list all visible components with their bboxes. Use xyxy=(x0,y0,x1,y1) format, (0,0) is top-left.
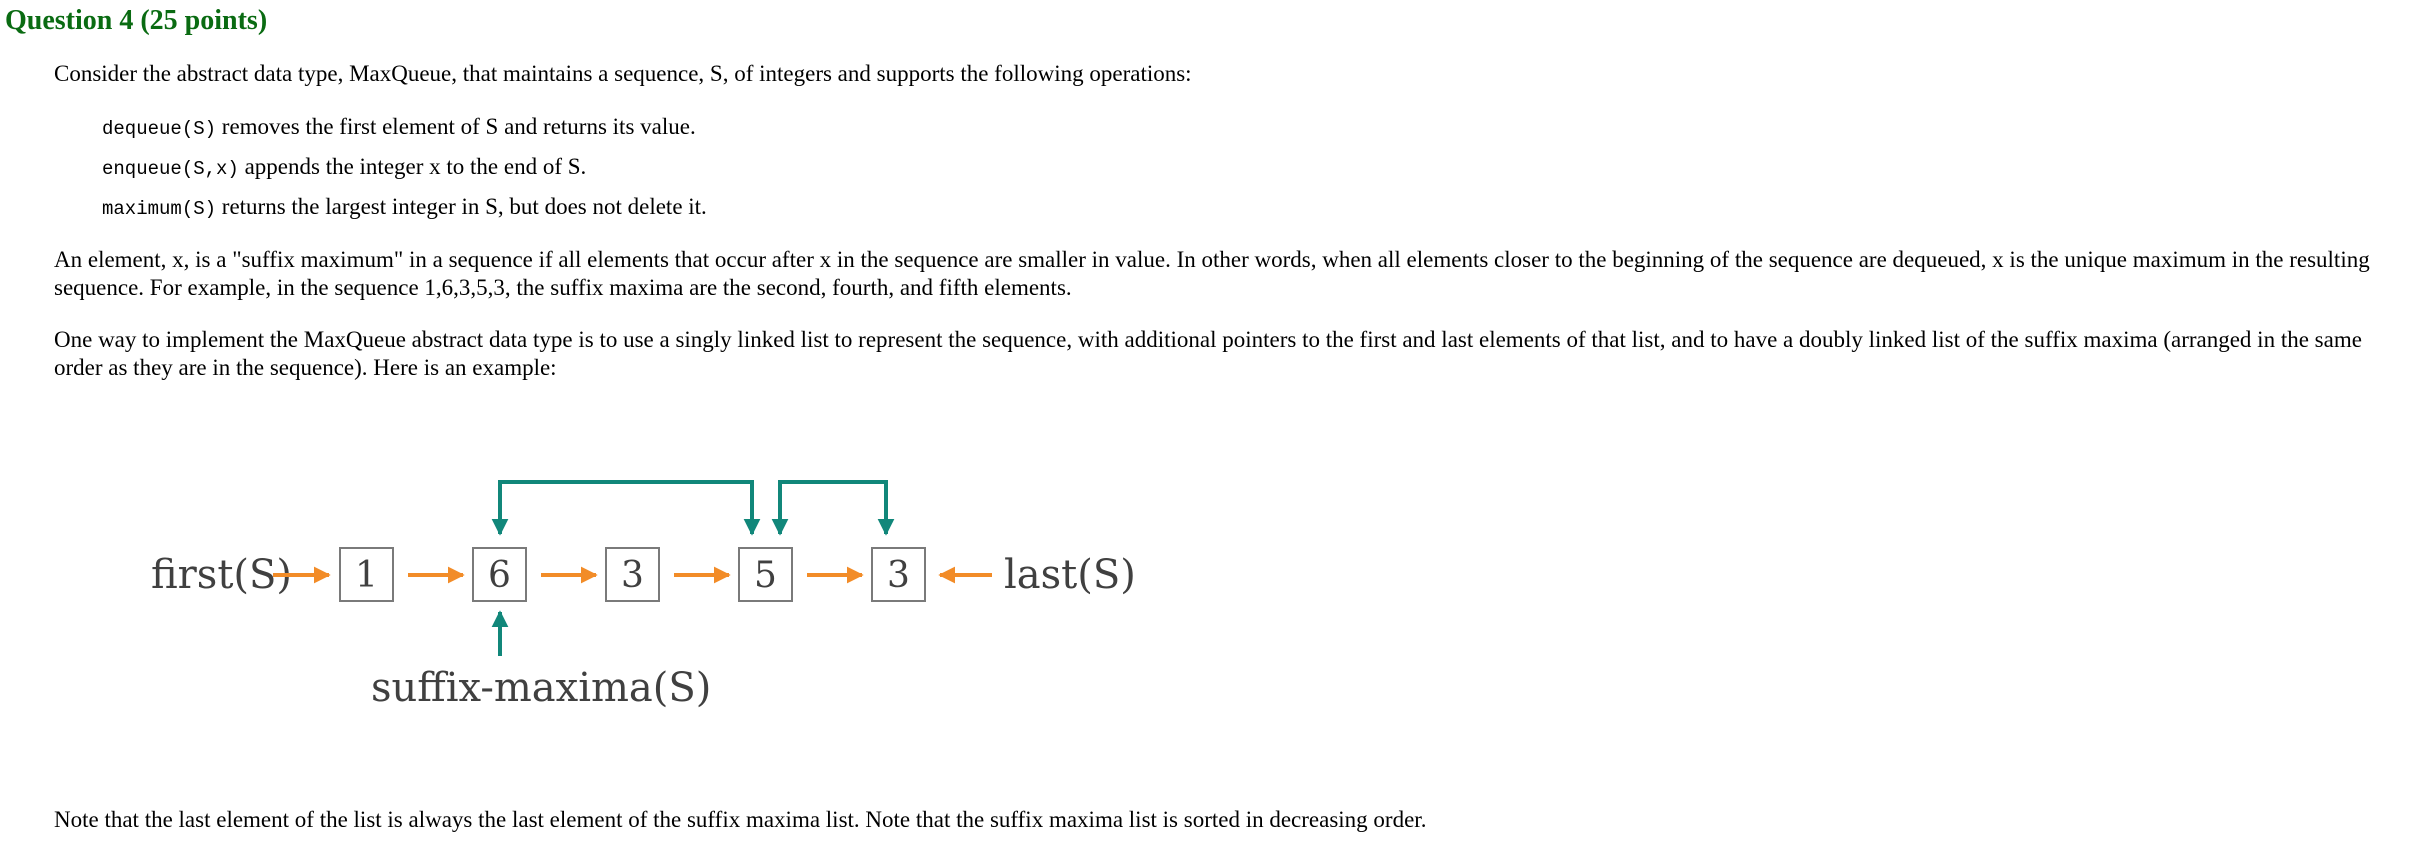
operation-maximum xyxy=(102,193,707,223)
node-value: 5 xyxy=(754,555,777,596)
maxqueue-diagram xyxy=(0,460,1200,730)
list-node xyxy=(606,548,659,601)
list-node xyxy=(872,548,925,601)
note-paragraph: Note that the last element of the list is always the last element of the suffix maxima list. Note that the suffix maxima list is sorted in decreasing order. xyxy=(54,807,1427,832)
list-node xyxy=(739,548,792,601)
question-title: Question 4 (25 points) xyxy=(5,5,268,36)
maximum-description: returns the largest integer in S, but does not delete it. xyxy=(216,194,707,219)
node-value: 3 xyxy=(887,555,910,596)
operation-enqueue xyxy=(102,153,586,183)
node-value: 3 xyxy=(621,555,644,596)
dequeue-description: removes the first element of S and returns its value. xyxy=(216,114,696,139)
dequeue-code: dequeue(S) xyxy=(102,118,217,140)
operation-dequeue xyxy=(102,113,696,143)
first-pointer-label: first(S) xyxy=(151,552,293,598)
enqueue-description: appends the integer x to the end of S. xyxy=(238,154,587,179)
suffix-link-5-to-3 xyxy=(780,482,886,534)
enqueue-code: enqueue(S,x) xyxy=(102,158,239,180)
node-value: 1 xyxy=(355,555,378,596)
maximum-code: maximum(S) xyxy=(102,198,217,220)
list-node xyxy=(340,548,393,601)
node-value: 6 xyxy=(488,555,511,596)
suffix-link-6-to-5 xyxy=(500,482,752,534)
intro-paragraph: Consider the abstract data type, MaxQueue, that maintains a sequence, S, of integers and supports the following operations: xyxy=(54,61,1192,86)
last-pointer-label: last(S) xyxy=(1004,552,1136,598)
suffix-maxima-label: suffix-maxima(S) xyxy=(371,665,712,711)
list-node xyxy=(473,548,526,601)
suffix-maximum-definition: An element, x, is a "suffix maximum" in a sequence if all elements that occur after x in the sequence are smaller in value. In other words, when all elements closer to the beginning of the sequence are dequeued, x is the unique maximum in the resulting sequence. For example, in the sequence 1,6,3,5,3, the suffix maxima are the second, fourth, and fifth elements. xyxy=(54,247,2370,300)
implementation-paragraph: One way to implement the MaxQueue abstract data type is to use a singly linked list to represent the sequence, with additional pointers to the first and last elements of that list, and to have a doubly linked list of the suffix maxima (arranged in the same order as they are in the sequence). Here is an example: xyxy=(54,327,2362,380)
